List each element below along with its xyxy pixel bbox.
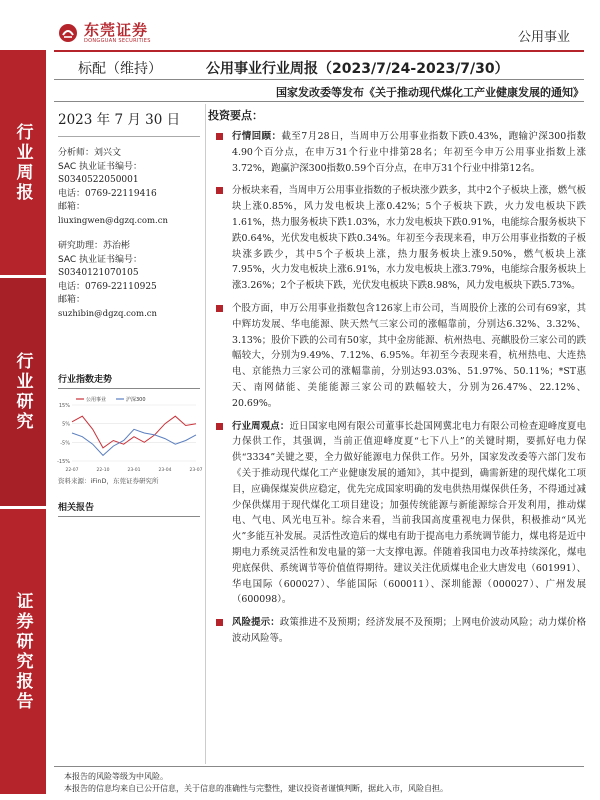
sidebar-label-weekly: 行业周报	[12, 122, 33, 203]
assistant-block	[58, 240, 200, 321]
sidebar-block-industry	[0, 278, 46, 506]
bullet-text: 截至7月28日，当周申万公用事业指数下跌0.43%，跑输沪深300指数4.90个百分点，在申万31个行业中排第28名；年初至今申万公用事业指数上涨3.72%，跑赢沪深300指数0.59个百分点，在申万31个行业中排第12名。	[232, 131, 586, 174]
bullet-sector-performance	[206, 183, 586, 294]
sidebar-label-industry: 行业研究	[12, 352, 33, 432]
investment-points	[206, 104, 586, 654]
analyst-phone-label: 电话：	[58, 188, 86, 199]
assistant-name: 苏治彬	[103, 241, 131, 251]
disclaimer-line-1: 本报告的风险等级为中风险。	[64, 772, 168, 781]
chart-title: 行业指数走势	[58, 372, 200, 389]
index-chart-section	[57, 372, 203, 485]
logo-icon	[58, 23, 78, 43]
analyst-email[interactable]: liuxingwen@dgzq.com.cn	[58, 215, 168, 226]
sidebar-block-securities	[0, 509, 46, 794]
x-tick-label: 23-04	[158, 468, 172, 473]
assistant-phone: 0769-22110925	[85, 281, 157, 292]
analyst-phone: 0769-22119416	[85, 188, 157, 199]
header-divider	[54, 50, 584, 52]
bullet-risk-warning	[206, 615, 586, 647]
page-header	[0, 0, 600, 50]
bullet-lead: 行情回顾：	[232, 131, 282, 142]
analyst-role-label: 分析师：	[58, 148, 95, 158]
sector-label: 公用事业	[517, 30, 570, 45]
assistant-email[interactable]: suzhibin@dgzq.com.cn	[58, 308, 158, 319]
bullet-square-icon	[216, 133, 223, 140]
sidebar-label-securities: 证券研究报告	[12, 591, 33, 712]
left-sidebar	[0, 50, 46, 788]
x-tick-label: 22-07	[65, 468, 79, 473]
info-column	[58, 104, 200, 321]
date-divider	[58, 136, 200, 137]
y-tick-label: -5%	[60, 440, 70, 447]
analyst-name: 刘兴文	[94, 148, 122, 158]
sidebar-block-weekly	[0, 50, 46, 275]
index-trend-chart	[57, 393, 203, 475]
company-logo	[58, 22, 151, 44]
bullet-text: 分板块来看，当周申万公用事业指数的子板块涨少跌多，其中2个子板块上涨，燃气板块上涨0.85%，风力发电板块上涨0.42%；5个子板块下跌，火力发电板块下跌1.61%，热力服务板块下跌1.03%，水力发电板块下跌0.91%，电能综合服务板块下跌0.64%，光伏发电板块下跌0.34%。年初至今表现来看，申万公用事业指数的子板块涨多跌少，其中5个子板块上涨，热力服务板块上涨9.50%，燃气板块上涨7.95%，火力发电板块上涨6.91%，水力发电板块上涨3.79%，电能综合服务板块上涨3.26%；2个子板块下跌，光伏发电板块下跌8.98%，风力发电板块下跌5.73%。	[232, 185, 586, 292]
analyst-sac-label: SAC 执业证书编号：	[58, 161, 143, 172]
y-tick-label: -15%	[57, 459, 70, 465]
assistant-phone-label: 电话：	[58, 281, 86, 292]
subtitle-divider	[54, 101, 584, 102]
report-title: 公用事业行业周报（2023/7/24-2023/7/30）	[206, 61, 509, 77]
bullet-text: 政策推进不及预期；经济发展不及预期；上网电价波动风险；动力煤价格波动风险等。	[232, 617, 586, 644]
logo-en-text: DONGGUAN SECURITIES	[84, 38, 151, 44]
bullet-square-icon	[216, 423, 223, 430]
assistant-email-label: 邮箱：	[58, 295, 86, 305]
analyst-sac: S0340522050001	[58, 175, 139, 185]
legend-label: 沪深300	[126, 397, 146, 403]
bullet-text: 近日国家电网有限公司董事长赴国网冀北电力有限公司检查迎峰度夏电力保供工作，其强调，当前正值迎峰度夏“七下八上”的关键时期，要抓好电力保供“3334”关键之要，全力做好能源电力保供工作。另外，国家发改委等六部门发布《关于推动现代煤化工产业健康发展的通知》，其中提到，确需新建的现代煤化工项目，应确保煤炭供应稳定，优先完成国家明确的发电供热用煤保供任务，不得通过减少保供煤用于现代煤化工项目建设；加强传统能源与新能源综合开发利用，推动煤电、气电、风光电互补。综合来看，当前我国高度重视电力保供，积极推动“风光火”多能互补发展。灵活性改造后的煤电有助于提高电力系统调节能力，煤电将是近中期电力系统灵活性和发电量的第一大支撑电源。伴随着我国电力改革持续深化，煤电兜底保供、系统调节等价值值得期待。建议关注优质煤电企业大唐发电（601991）、华电国际（600027）、华能国际（600011）、深圳能源（000027）、广州发展（600098）。	[232, 420, 586, 606]
title-divider	[54, 79, 584, 80]
x-tick-label: 22-10	[96, 468, 110, 473]
bullet-lead: 风险提示：	[232, 617, 280, 629]
bullet-weekly-view	[206, 419, 586, 609]
bullet-market-review	[206, 129, 586, 176]
assistant-sac: S0340121070105	[58, 268, 139, 278]
bullet-lead: 行业周观点：	[232, 420, 290, 432]
disclaimer	[64, 771, 448, 795]
x-tick-label: 23-07	[189, 468, 203, 473]
assistant-role-label: 研究助理：	[58, 241, 104, 251]
disclaimer-line-2: 本报告的信息均来自已公开信息，关于信息的准确性与完整性，建议投资者谨慎判断，据此入市，风险自担。	[64, 784, 448, 793]
logo-cn-text: 东莞证券	[84, 21, 149, 39]
invest-heading: 投资要点：	[208, 109, 263, 122]
bullet-stock-performance	[206, 301, 586, 412]
x-tick-label: 23-01	[127, 468, 141, 473]
assistant-sac-label: SAC 执业证书编号：	[58, 254, 143, 265]
analyst-block	[58, 147, 200, 228]
y-tick-label: 5%	[62, 421, 70, 428]
legend-label: 公用事业	[86, 397, 107, 403]
bullet-text: 个股方面，申万公用事业指数包含126家上市公司，当周股价上涨的公司有69家，其中辉坊发展、华电能源、陕天然气三家公司的涨幅靠前，分别达6.32%、3.32%、3.13%；股价下跌的公司有50家，其中金房能源、杭州热电、亮麒股份三家公司的跌幅较大，分别为9.49%、7.12%、6.95%。年初至今表现来看，杭州热电、大连热电、京能热力三家公司的涨幅靠前，分别达93.03%、51.97%、50.11%；*ST惠天、南网储能、美能能源三家公司的跌幅较大，分别为26.47%、22.12%、20.69%。	[232, 302, 586, 409]
related-reports-heading: 相关报告	[58, 500, 200, 517]
chart-source: 资料来源：iFinD，东莞证券研究所	[58, 477, 159, 485]
bullet-square-icon	[216, 187, 223, 194]
rating: 标配（维持）	[78, 61, 162, 77]
y-tick-label: 15%	[58, 403, 70, 409]
footer-divider	[54, 766, 584, 767]
analyst-email-label: 邮箱：	[58, 202, 86, 212]
bullet-square-icon	[216, 619, 223, 626]
report-date: 2023 年 7 月 30 日	[58, 112, 181, 128]
bullet-square-icon	[216, 305, 223, 312]
report-subtitle: 国家发改委等发布《关于推动现代煤化工产业健康发展的通知》	[276, 86, 584, 99]
